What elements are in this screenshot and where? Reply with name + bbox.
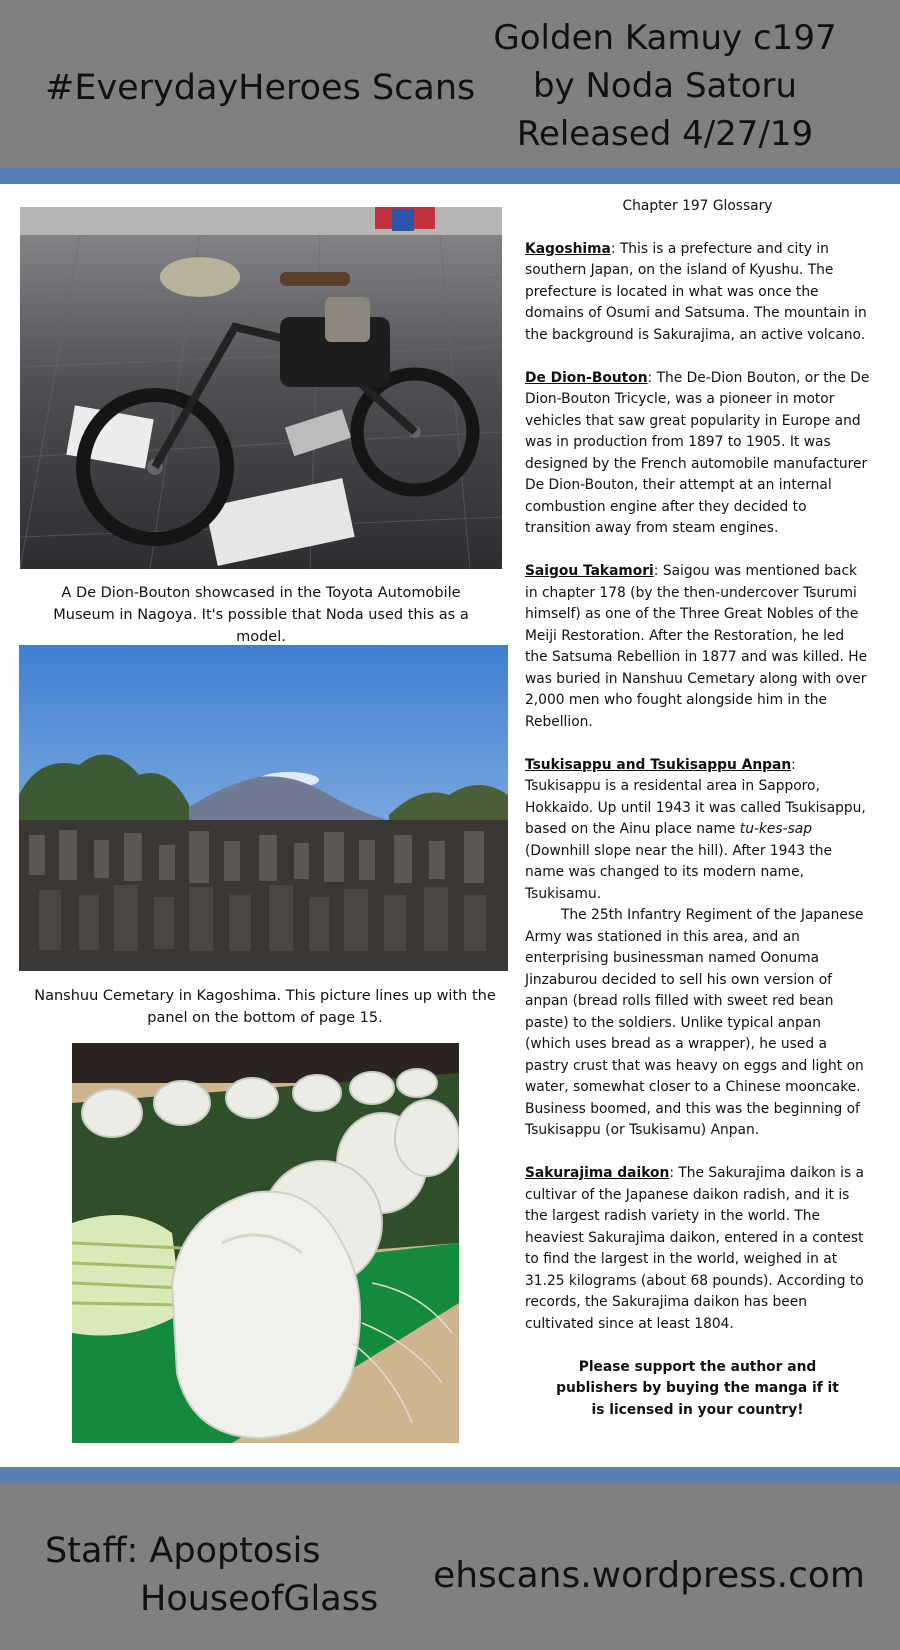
glossary-title: Chapter 197 Glossary bbox=[622, 198, 773, 214]
glossary-term: Saigou Takamori bbox=[525, 563, 654, 579]
release-line-author: by Noda Satoru bbox=[532, 66, 798, 106]
cemetery-caption: Nanshuu Cemetary in Kagoshima. This picture lines up with the panel on the bottom of page 15. bbox=[34, 988, 496, 1026]
glossary-entry-kagoshima bbox=[525, 239, 870, 347]
support-notice: Please support the author and publishers by buying the manga if it is licensed in your country! bbox=[556, 1358, 839, 1418]
glossary-definition-cont: (Downhill slope near the hill). After 1943 the name was changed to its modern name, Tsukisamu. bbox=[525, 842, 833, 902]
release-info bbox=[470, 14, 860, 158]
staff-line-2: HouseofGlass bbox=[140, 1579, 379, 1619]
tricycle-caption: A De Dion-Bouton showcased in the Toyota Automobile Museum in Nagoya. It's possible that Noda used this as a model. bbox=[53, 585, 469, 645]
staff-line-1: Staff: Apoptosis bbox=[45, 1531, 321, 1571]
release-line-title: Golden Kamuy c197 bbox=[493, 18, 837, 58]
scanlation-group-name: #EverydayHeroes Scans bbox=[45, 68, 476, 108]
staff-credits bbox=[45, 1527, 378, 1623]
glossary-entry-tsukisappu bbox=[525, 755, 870, 1142]
glossary-paragraph-anpan: The 25th Infantry Regiment of the Japanese Army was stationed in this area, and an enterprising businessman named Oonuma Jinzaburou decided to sell his own version of anpan (bread rolls filled with sweet red bean paste) to the soldiers. Unlike typical anpan (which uses bread as a wrapper), he used a pastry crust that was heavy on eggs and light on water, somewhat closer to a Chinese mooncake. Business boomed, and this was the beginning of Tsukisappu (or Tsukisamu) Anpan. bbox=[525, 907, 864, 1138]
bottom-divider-band bbox=[0, 1467, 900, 1483]
glossary-definition: : The De-Dion Bouton, or the De Dion-Bouton Tricycle, was a pioneer in motor vehicles that saw great popularity in Europe and was in production from 1897 to 1905. It was designed by the French automobile manufacturer De Dion-Bouton, their attempt at an internal combustion engine after they decided to transition away from steam engines. bbox=[525, 369, 870, 536]
top-divider-band bbox=[0, 168, 900, 184]
daikon-photo bbox=[72, 1043, 459, 1443]
glossary-definition: : This is a prefecture and city in southern Japan, on the island of Kyushu. The prefecture is located in what was once the domains of Osumi and Satsuma. The mountain in the background is Sakurajima, an active volcano. bbox=[525, 240, 867, 343]
release-line-date: Released 4/27/19 bbox=[516, 114, 814, 154]
header-banner bbox=[0, 0, 900, 168]
glossary-entry-saigou-takamori bbox=[525, 561, 870, 733]
glossary-definition: : Saigou was mentioned back in chapter 178 (by the then-undercover Tsurumi himself) as one of the Three Great Nobles of the Meiji Restoration. After the Restoration, he led the Satsuma Rebellion in 1877 and was killed. He was buried in Nanshuu Cemetary along with over 2,000 men who fought alongside him in the Rebellion. bbox=[525, 563, 868, 730]
glossary-definition: : Tsukisappu is a residental area in Sapporo, Hokkaido. Up until 1943 it was called Tsukisappu, based on the Ainu place name bbox=[525, 756, 866, 837]
glossary-term: De Dion-Bouton bbox=[525, 369, 648, 386]
glossary-entry-sakurajima-daikon bbox=[525, 1163, 870, 1335]
glossary-term: Kagoshima bbox=[525, 240, 611, 257]
glossary bbox=[525, 196, 870, 1435]
glossary-term: Sakurajima daikon bbox=[525, 1165, 670, 1181]
tricycle-photo bbox=[20, 207, 502, 569]
glossary-entry-de-dion-bouton bbox=[525, 368, 870, 540]
ainu-place-name: tu-kes-sap bbox=[739, 821, 812, 837]
glossary-definition: : The Sakurajima daikon is a cultivar of the Japanese daikon radish, and it is the largest radish variety in the world. The heaviest Sakurajima daikon, entered in a contest to find the largest in the world, weighed in at 31.25 kilograms (about 68 pounds). According to records, the Sakurajima daikon has been cultivated since at least 1804. bbox=[525, 1165, 864, 1332]
website-link[interactable]: ehscans.wordpress.com bbox=[433, 1555, 865, 1596]
cemetery-photo bbox=[19, 645, 508, 971]
glossary-term: Tsukisappu and Tsukisappu Anpan bbox=[525, 756, 792, 773]
